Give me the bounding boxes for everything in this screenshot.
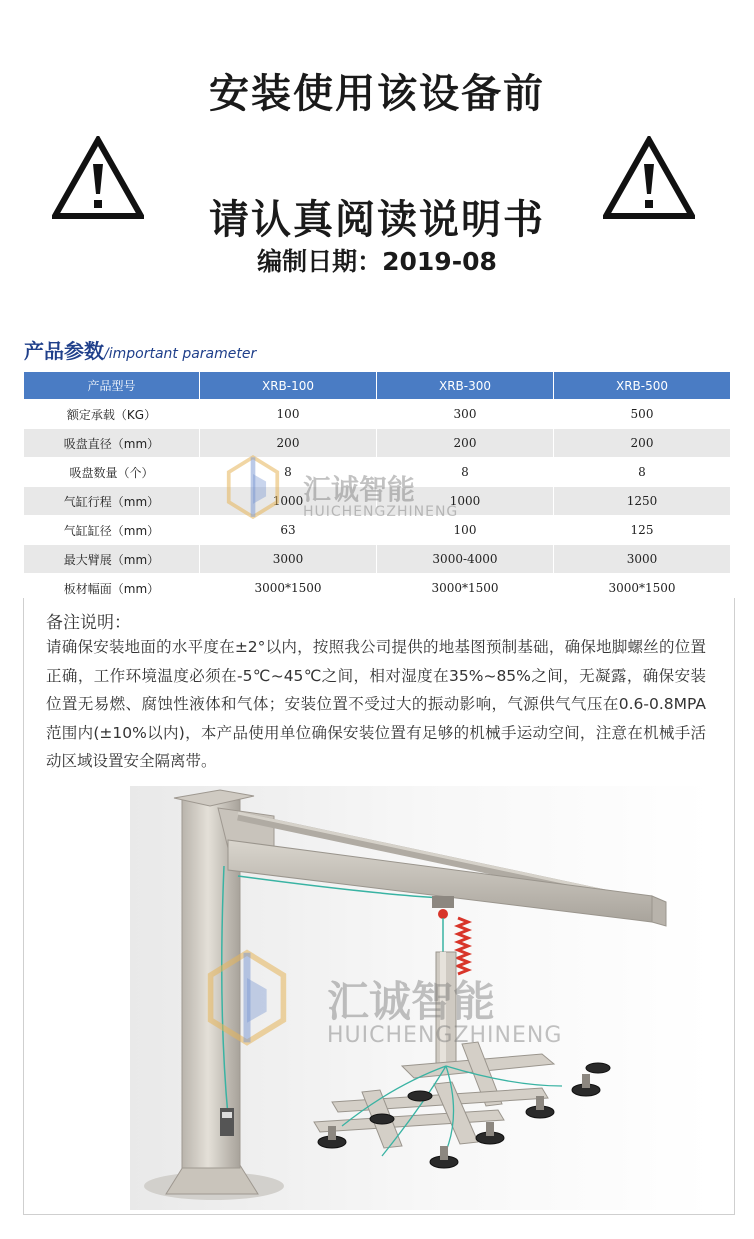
- row-label: 额定承载（KG）: [24, 400, 199, 428]
- table-cell: 200: [377, 429, 553, 457]
- table-row: [24, 458, 730, 486]
- table-cell: 3000*1500: [200, 574, 376, 602]
- compile-date: 编制日期：2019-08: [257, 247, 497, 276]
- table-cell: 3000: [554, 545, 730, 573]
- table-cell: 63: [200, 516, 376, 544]
- table-cell: 3000-4000: [377, 545, 553, 573]
- table-cell: 1250: [554, 487, 730, 515]
- table-header-row: [24, 372, 730, 399]
- table-cell: 1000: [377, 487, 553, 515]
- row-label: 吸盘直径（mm）: [24, 429, 199, 457]
- table-row: [24, 545, 730, 573]
- notes-body: 请确保安装地面的水平度在±2°以内，按照我公司提供的地基图预制基础，确保地脚螺丝的位置正确，工作环境温度必须在-5℃~45℃之间，相对湿度在35%~85%之间，无凝露，确保安装位置无易燃、腐蚀性液体和气体；安装位置不受过大的振动影响，气源供气气压在0.6-0.8MPA范围内(±10%以内)，本产品使用单位确保安装位置有足够的机械手运动空间，注意在机械手活动区域设置安全隔离带。: [46, 638, 706, 770]
- table-row: [24, 400, 730, 428]
- table-cell: 100: [200, 400, 376, 428]
- header-title-line1: 安装使用该设备前: [209, 71, 545, 117]
- row-label: 吸盘数量（个）: [24, 458, 199, 486]
- row-label: 气缸缸径（mm）: [24, 516, 199, 544]
- parameter-table: [23, 371, 731, 603]
- column-header: XRB-500: [554, 372, 730, 399]
- table-cell: 3000*1500: [554, 574, 730, 602]
- section-title: [24, 335, 256, 364]
- column-header: 产品型号: [24, 372, 199, 399]
- table-cell: 8: [200, 458, 376, 486]
- notes-title: 备注说明：: [46, 613, 131, 633]
- table-row: [24, 516, 730, 544]
- watermark-cn: 汇诚智能: [303, 473, 416, 506]
- jib-crane-vacuum-lifter-image: [42, 786, 712, 1210]
- table-cell: 8: [554, 458, 730, 486]
- watermark-cn: 汇诚智能: [327, 977, 496, 1026]
- header-title-line2: 请认真阅读说明书: [209, 197, 545, 243]
- table-cell: 500: [554, 400, 730, 428]
- column-header: XRB-300: [377, 372, 553, 399]
- table-cell: 3000*1500: [377, 574, 553, 602]
- column-header: XRB-100: [200, 372, 376, 399]
- row-label: 气缸行程（mm）: [24, 487, 199, 515]
- table-cell: 200: [200, 429, 376, 457]
- watermark-en: HUICHENGZHINENG: [303, 504, 459, 520]
- section-title-en: /important parameter: [104, 346, 257, 362]
- table-cell: 1000: [200, 487, 376, 515]
- table-cell: 8: [377, 458, 553, 486]
- table-cell: 125: [554, 516, 730, 544]
- table-cell: 300: [377, 400, 553, 428]
- watermark-en: HUICHENGZHINENG: [327, 1023, 563, 1048]
- row-label: 板材幅面（mm）: [24, 574, 199, 602]
- table-cell: 200: [554, 429, 730, 457]
- table-cell: 100: [377, 516, 553, 544]
- row-label: 最大臂展（mm）: [24, 545, 199, 573]
- section-title-cn: 产品参数: [24, 339, 104, 363]
- table-row: [24, 487, 730, 515]
- manual-header: [0, 0, 754, 300]
- table-row: [24, 429, 730, 457]
- table-cell: 3000: [200, 545, 376, 573]
